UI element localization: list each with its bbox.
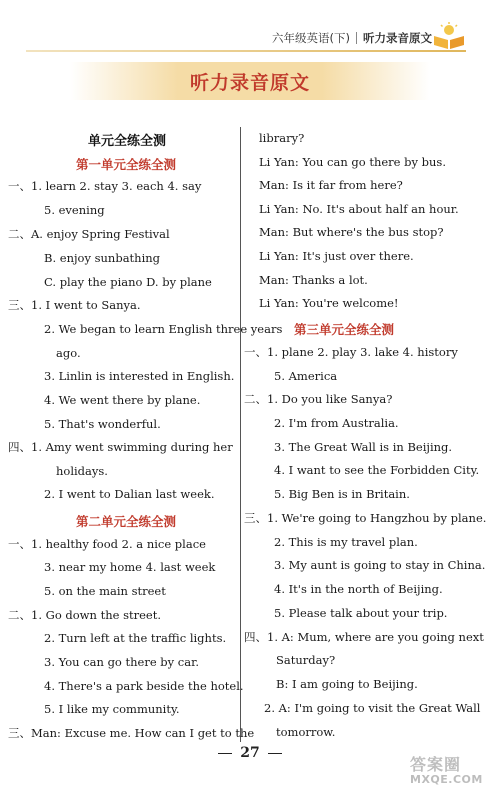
answer-line: 四、1. Amy went swimming during her	[8, 440, 233, 454]
answer-line: 三、Man: Excuse me. How can I get to the	[8, 726, 255, 740]
column-divider	[240, 127, 241, 742]
answer-line: 5. Please talk about your trip.	[274, 606, 448, 620]
answer-line: 一、1. learn 2. stay 3. each 4. say	[8, 179, 202, 193]
answer-line: 三、1. I went to Sanya.	[8, 298, 141, 312]
answer-line: 三、1. We're going to Hangzhou by plane.	[244, 511, 487, 525]
answer-line: 4. There's a park beside the hotel.	[44, 679, 244, 693]
answer-line: 5. I like my community.	[44, 702, 180, 716]
answer-line: 2. This is my travel plan.	[274, 535, 418, 549]
answer-line: Li Yan: It's just over there.	[259, 249, 414, 263]
answer-line: 二、A. enjoy Spring Festival	[8, 227, 170, 241]
watermark-bottom: MXQE.COM	[410, 773, 483, 786]
answer-line: holidays.	[56, 464, 108, 478]
answer-line: library?	[259, 131, 305, 145]
section-title: 听力录音原文	[363, 31, 432, 45]
watermark	[410, 752, 500, 786]
answer-line: Li Yan: You're welcome!	[259, 296, 399, 310]
title-banner	[70, 62, 430, 100]
answer-line: 二、1. Do you like Sanya?	[244, 392, 393, 406]
watermark-top: 答案圈	[410, 755, 462, 774]
answer-line: 2. I'm from Australia.	[274, 416, 399, 430]
answer-line: Li Yan: No. It's about half an hour.	[259, 202, 459, 216]
answer-line: B. enjoy sunbathing	[44, 251, 161, 265]
answer-line: 3. Linlin is interested in English.	[44, 369, 235, 383]
answer-line: 2. A: I'm going to visit the Great Wall	[264, 701, 481, 715]
answer-line: 二、1. Go down the street.	[8, 608, 161, 622]
answer-line: Li Yan: You can go there by bus.	[259, 155, 446, 169]
answer-line: 四、1. A: Mum, where are you going next	[244, 630, 484, 644]
answer-line: 2. I went to Dalian last week.	[44, 487, 215, 501]
answer-line: Saturday?	[276, 653, 336, 667]
answer-line: 一、1. healthy food 2. a nice place	[8, 537, 206, 551]
answer-line: ago.	[56, 346, 81, 360]
answer-line: 3. My aunt is going to stay in China.	[274, 558, 486, 572]
answer-line: B: I am going to Beijing.	[276, 677, 418, 691]
answer-line: Man: Is it far from here?	[259, 178, 403, 192]
answer-line: 5. on the main street	[44, 584, 166, 598]
book-title: 六年级英语(下)	[272, 31, 350, 45]
answer-line: 5. That's wonderful.	[44, 417, 161, 431]
answer-line: 4. I want to see the Forbidden City.	[274, 463, 480, 477]
answer-line: 5. evening	[44, 203, 105, 217]
section-heading: 单元全练全测	[88, 134, 167, 149]
page-title: 听力录音原文	[189, 71, 310, 94]
answer-line: C. play the piano D. by plane	[44, 275, 212, 289]
open-book-icon	[432, 22, 466, 50]
page-number: 27	[0, 745, 500, 761]
unit1-title: 第一单元全练全测	[76, 157, 177, 172]
unit2-title: 第二单元全练全测	[76, 514, 177, 529]
answer-line: Man: But where's the bus stop?	[259, 225, 444, 239]
running-header	[230, 28, 462, 48]
header-divider	[356, 32, 357, 44]
answer-line: 一、1. plane 2. play 3. lake 4. history	[244, 345, 458, 359]
answer-line: 5. America	[274, 369, 338, 383]
answer-line: Man: Thanks a lot.	[259, 273, 368, 287]
answer-line: tomorrow.	[276, 725, 336, 739]
answer-line: 3. near my home 4. last week	[44, 560, 216, 574]
answer-line: 2. Turn left at the traffic lights.	[44, 631, 227, 645]
answer-line: 4. We went there by plane.	[44, 393, 201, 407]
answer-line: 5. Big Ben is in Britain.	[274, 487, 410, 501]
answer-line: 3. The Great Wall is in Beijing.	[274, 440, 453, 454]
answer-line: 3. You can go there by car.	[44, 655, 199, 669]
unit3-title: 第三单元全练全测	[294, 322, 395, 337]
answer-line: 4. It's in the north of Beijing.	[274, 582, 443, 596]
header-rule	[26, 50, 466, 52]
answer-line: 2. We began to learn English three years	[44, 322, 283, 336]
